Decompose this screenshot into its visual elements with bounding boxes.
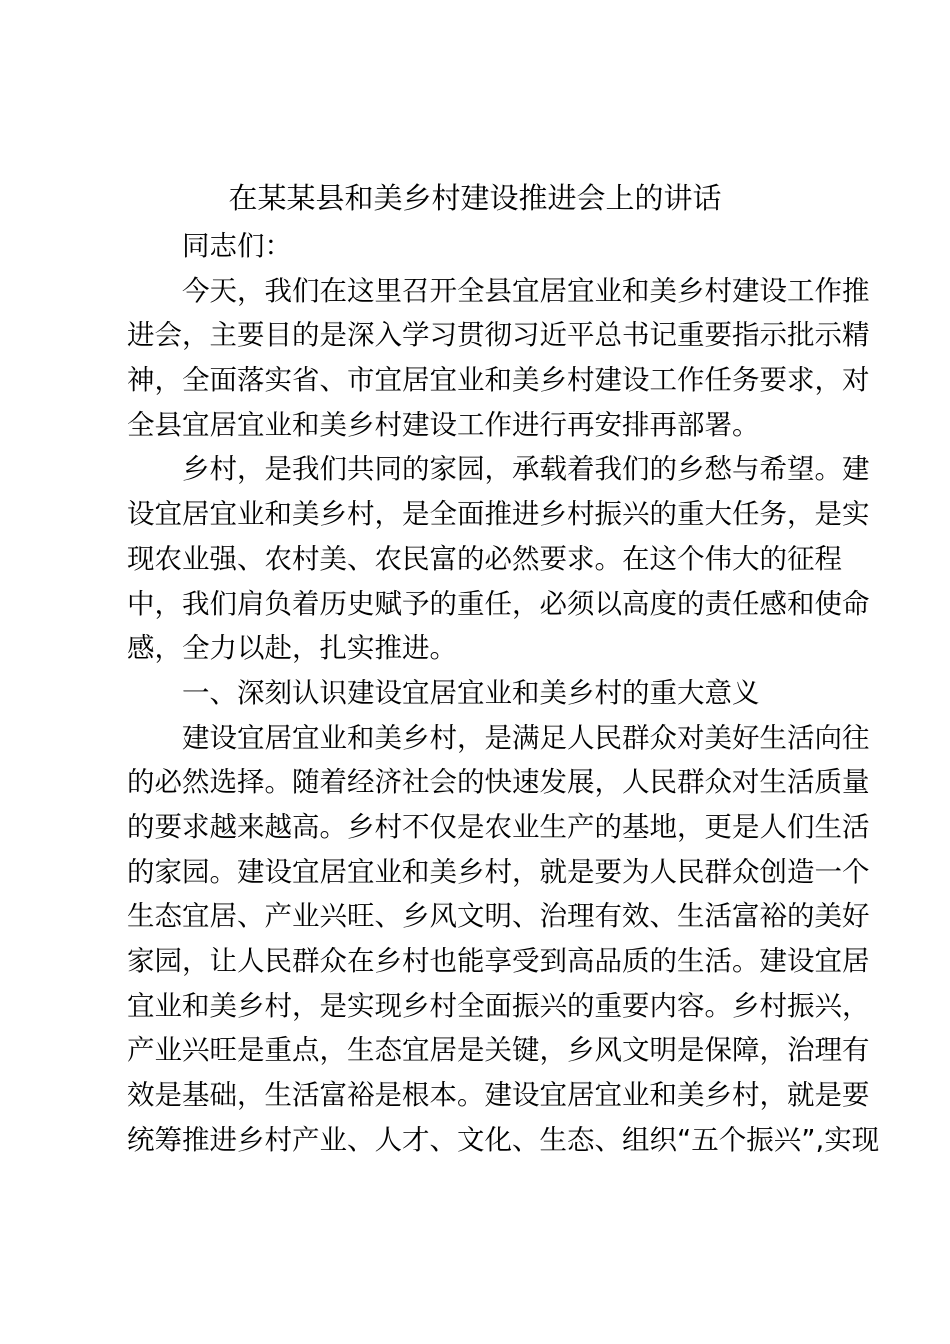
text-line: 全县宜居宜业和美乡村建设工作进行再安排再部署。 bbox=[127, 408, 760, 441]
text-line: 宜业和美乡村，是实现乡村全面振兴的重要内容。乡村振兴， bbox=[127, 989, 870, 1022]
text-line: 的家园。建设宜居宜业和美乡村，就是要为人民群众创造一个 bbox=[127, 855, 870, 888]
document-body bbox=[127, 224, 880, 1162]
salutation-paragraph bbox=[127, 224, 827, 269]
text-line: 进会，主要目的是深入学习贯彻习近平总书记重要指示批示精 bbox=[127, 319, 870, 352]
text-line: 家园，让人民群众在乡村也能享受到高品质的生活。建设宜居 bbox=[127, 945, 870, 977]
text-line: 效是基础，生活富裕是根本。建设宜居宜业和美乡村，就是要 bbox=[127, 1079, 870, 1112]
text-line: 生态宜居、产业兴旺、乡风文明、治理有效、生活富裕的美好 bbox=[127, 900, 870, 933]
document-title: 在某某县和美乡村建设推进会上的讲话 bbox=[228, 181, 722, 215]
section-paragraph bbox=[127, 716, 880, 1163]
text-line: 神，全面落实省、市宜居宜业和美乡村建设工作任务要求，对 bbox=[127, 364, 870, 397]
text-line: 统筹推进乡村产业、人才、文化、生态、组织“五个振兴”,实现 bbox=[127, 1123, 880, 1156]
text-line: 乡村，是我们共同的家园，承载着我们的乡愁与希望。建 bbox=[182, 453, 870, 486]
text-line: 感，全力以赴，扎实推进。 bbox=[127, 632, 457, 665]
section-heading bbox=[127, 671, 827, 716]
opening-paragraph bbox=[127, 269, 870, 448]
text-line: 建设宜居宜业和美乡村，是满足人民群众对美好生活向往 bbox=[182, 721, 870, 754]
text-line: 同志们： bbox=[182, 230, 292, 262]
text-line: 设宜居宜业和美乡村，是全面推进乡村振兴的重大任务，是实 bbox=[127, 498, 870, 531]
text-line: 一、深刻认识建设宜居宜业和美乡村的重大意义 bbox=[182, 676, 760, 709]
text-line: 的必然选择。随着经济社会的快速发展，人民群众对生活质量 bbox=[127, 766, 870, 799]
context-paragraph bbox=[127, 447, 870, 670]
text-line: 中，我们肩负着历史赋予的重任，必须以高度的责任感和使命 bbox=[127, 587, 870, 620]
text-line: 现农业强、农村美、农民富的必然要求。在这个伟大的征程 bbox=[127, 542, 842, 575]
text-line: 今天，我们在这里召开全县宜居宜业和美乡村建设工作推 bbox=[182, 274, 870, 307]
text-line: 的要求越来越高。乡村不仅是农业生产的基地，更是人们生活 bbox=[127, 810, 870, 843]
text-line: 产业兴旺是重点，生态宜居是关键，乡风文明是保障，治理有 bbox=[127, 1034, 870, 1067]
